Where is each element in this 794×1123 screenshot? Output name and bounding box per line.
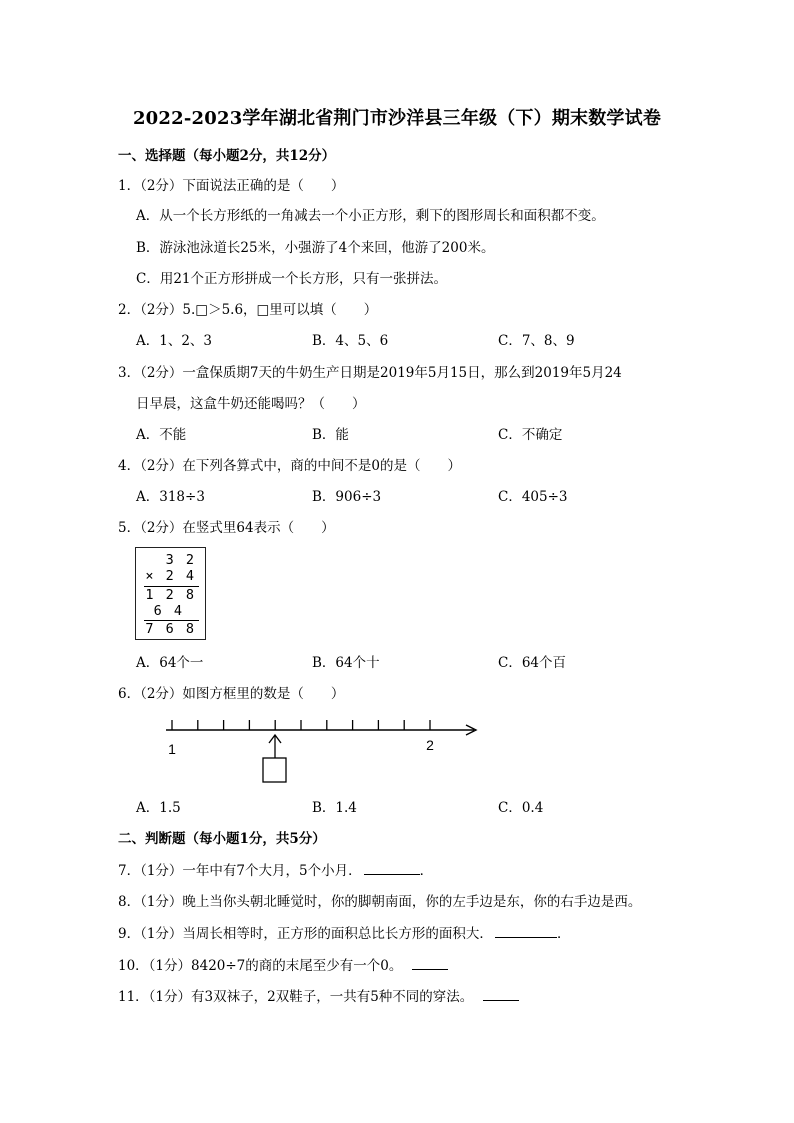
question-9 <box>118 923 570 944</box>
question-7 <box>118 860 433 881</box>
number-line-ticks <box>172 720 430 730</box>
question-6-option-a: A．1.5 <box>136 800 181 816</box>
question-5-option-a: A．64个一 <box>136 655 204 671</box>
number-line-figure <box>136 708 481 788</box>
question-10-text: 10．（1分）8420÷7的商的末尾至少有一个0。 <box>118 958 403 974</box>
question-3-stem-line1: 3．（2分）一盒保质期7天的牛奶生产日期是2019年5月15日，那么到2019年5月24 <box>118 365 622 381</box>
question-5-option-c: C．64个百 <box>498 655 567 671</box>
question-2-stem: 2．（2分）5.□＞5.6，□里可以填（ ） <box>118 302 378 318</box>
question-11-text: 11．（1分）有3双袜子，2双鞋子，一共有5种不同的穿法。 <box>118 989 474 1005</box>
vertical-multiplication-figure <box>135 547 206 640</box>
question-4-option-c: C．405÷3 <box>498 489 568 505</box>
question-4-option-b: B．906÷3 <box>312 489 382 505</box>
question-6-option-c: C．0.4 <box>498 800 544 816</box>
question-6-stem: 6．（2分）如图方框里的数是（ ） <box>118 686 345 702</box>
question-2-option-c: C．7、8、9 <box>498 333 575 349</box>
question-7-text: 7．（1分）一年中有7个大月，5个小月． <box>118 863 362 879</box>
question-11 <box>118 986 519 1007</box>
section-heading-judgement: 二、判断题（每小题1分，共5分） <box>118 831 326 847</box>
calc-multiplicand: 3 2 <box>165 552 196 568</box>
calc-product: 7 6 8 <box>145 621 196 637</box>
question-7-answer-blank[interactable] <box>364 860 420 875</box>
calc-multiplier: × 2 4 <box>145 568 196 584</box>
question-3-option-b: B．能 <box>312 427 349 443</box>
question-1-stem: 1．（2分）下面说法正确的是（ ） <box>118 178 345 194</box>
question-8 <box>118 892 641 912</box>
question-10 <box>118 955 448 976</box>
question-1-option-a: A．从一个长方形纸的一角减去一个小正方形，剩下的图形周长和面积都不变。 <box>136 208 605 224</box>
question-4-stem: 4．（2分）在下列各算式中，商的中间不是0的是（ ） <box>118 458 462 474</box>
page-title: 2022-2023学年湖北省荆门市沙洋县三年级（下）期末数学试卷 <box>132 108 662 129</box>
calc-partial-product-1: 1 2 8 <box>145 587 196 603</box>
question-3-stem-line2: 日早晨，这盒牛奶还能喝吗？（ ） <box>136 396 366 412</box>
question-1-option-c: C．用21个正方形拼成一个长方形，只有一张拼法。 <box>136 271 448 287</box>
question-9-answer-blank[interactable] <box>495 923 557 938</box>
question-2-option-a: A．1、2、3 <box>136 333 213 349</box>
section-heading-choice: 一、选择题（每小题2分，共12分） <box>118 148 336 164</box>
question-5-option-b: B．64个十 <box>312 655 380 671</box>
question-4-option-a: A．318÷3 <box>136 489 205 505</box>
question-8-text: 8．（1分）晚上当你头朝北睡觉时，你的脚朝南面，你的左手边是东，你的右手边是西。 <box>118 894 642 910</box>
answer-box <box>263 758 286 782</box>
question-3-option-a: A．不能 <box>136 427 187 443</box>
question-10-answer-blank[interactable] <box>412 955 448 970</box>
question-9-text: 9．（1分）当周长相等时，正方形的面积总比长方形的面积大． <box>118 926 493 942</box>
number-line-label-end: 2 <box>426 737 434 753</box>
question-2-option-b: B．4、5、6 <box>312 333 389 349</box>
question-7-period: ． <box>419 863 434 879</box>
question-5-stem: 5．（2分）在竖式里64表示（ ） <box>118 520 335 536</box>
question-11-answer-blank[interactable] <box>483 986 519 1001</box>
number-line-label-start: 1 <box>168 741 176 757</box>
question-6-option-b: B．1.4 <box>312 800 357 816</box>
question-1-option-b: B．游泳池泳道长25米，小强游了4个来回，他游了200米。 <box>136 240 495 256</box>
question-3-option-c: C．不确定 <box>498 427 563 443</box>
calc-partial-product-2: 6 4 <box>153 603 184 619</box>
question-9-period: ． <box>556 926 571 942</box>
